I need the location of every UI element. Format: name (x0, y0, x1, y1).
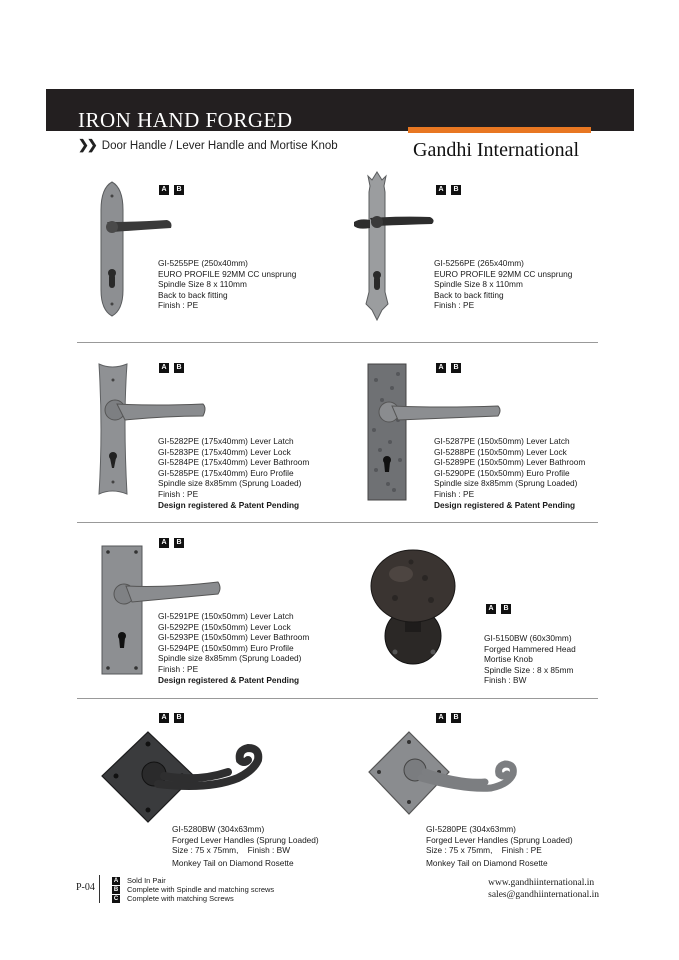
legend-text: Sold In Pair (127, 876, 166, 885)
badge-a: A (159, 713, 169, 723)
badge-a: A (159, 363, 169, 373)
badge-group (436, 363, 461, 373)
badge-b: B (174, 363, 184, 373)
spec-line: Spindle size 8x85mm (Sprung Loaded) (158, 653, 302, 664)
spec-line: Spindle Size 8 x 110mm (434, 279, 523, 290)
spec-line: GI-5290PE (150x50mm) Euro Profile (434, 467, 570, 478)
legend-text: Complete with Spindle and matching screws (127, 885, 275, 894)
section-divider (77, 342, 598, 343)
spec-note: Design registered & Patent Pending (434, 499, 576, 510)
badge-a: A (486, 604, 496, 614)
spec-line: EURO PROFILE 92MM CC unsprung (158, 268, 297, 279)
spec-note: Design registered & Patent Pending (158, 674, 300, 685)
subtitle (78, 137, 338, 153)
badge-a: A (436, 713, 446, 723)
footer-divider (99, 875, 100, 903)
monkey-tail-lever-black-image (98, 728, 273, 828)
spec-line: Forged Lever Handles (Sprung Loaded) (172, 834, 319, 845)
contact-info (488, 877, 599, 901)
spec-line: Back to back fitting (434, 289, 504, 300)
spec-line: GI-5280PE (304x63mm) (426, 824, 516, 834)
spec-line: GI-5293PE (150x50mm) Lever Bathroom (158, 632, 310, 643)
legend-text: Complete with matching Screws (127, 894, 234, 903)
badge-b: B (451, 185, 461, 195)
badge-b: B (174, 185, 184, 195)
spec-line: Spindle size 8x85mm (Sprung Loaded) (434, 478, 578, 489)
spec-line: Forged Lever Handles (Sprung Loaded) (426, 834, 573, 845)
spec-line: Finish : PE (158, 300, 199, 311)
spec-line: Size : 75 x 75mm, Finish : BW (172, 845, 291, 856)
spec-line: GI-5255PE (250x40mm) (158, 258, 248, 268)
spec-line: GI-5289PE (150x50mm) Lever Bathroom (434, 457, 586, 468)
spec-line: GI-5280BW (304x63mm) (172, 824, 265, 834)
badge-a: A (159, 185, 169, 195)
company-name: Gandhi International (413, 139, 580, 161)
legend-item (112, 894, 274, 903)
spec-line: Monkey Tail on Diamond Rosette (426, 857, 548, 868)
product-spec (158, 258, 296, 311)
badge-group (159, 185, 184, 195)
legend (112, 876, 274, 903)
product-spec (158, 436, 309, 510)
legend-item (112, 876, 274, 885)
badge-group (159, 713, 184, 723)
spec-line: Forged Hammered Head (484, 643, 576, 654)
website-link[interactable]: www.gandhiinternational.in (488, 878, 595, 888)
badge-b: B (174, 538, 184, 548)
badge-group (436, 185, 461, 195)
badge-b: B (451, 713, 461, 723)
lever-handle-gothic-plate-image (350, 172, 440, 322)
spec-line: Size : 75 x 75mm, Finish : PE (426, 845, 542, 856)
spec-line: GI-5285PE (175x40mm) Euro Profile (158, 467, 294, 478)
spec-note: Design registered & Patent Pending (158, 499, 300, 510)
monkey-tail-lever-pewter-image (365, 728, 530, 823)
spec-line: GI-5287PE (150x50mm) Lever Latch (434, 436, 570, 446)
subtitle-text: Door Handle / Lever Handle and Mortise Knob (101, 140, 338, 152)
spec-line: Finish : BW (484, 675, 527, 686)
badge-group (159, 363, 184, 373)
badge-a: A (159, 538, 169, 548)
product-spec (434, 258, 572, 311)
mortise-knob-image (365, 548, 475, 668)
spec-line: GI-5282PE (175x40mm) Lever Latch (158, 436, 294, 446)
accent-bar (408, 127, 591, 133)
email-link[interactable]: sales@gandhiinternational.in (488, 890, 599, 900)
spec-line: GI-5150BW (60x30mm) (484, 633, 572, 643)
spec-line: GI-5292PE (150x50mm) Lever Lock (158, 621, 291, 632)
badge-b: B (174, 713, 184, 723)
spec-line: Mortise Knob (484, 654, 533, 665)
badge-group (486, 604, 511, 614)
badge-b: B (451, 363, 461, 373)
badge-group (436, 713, 461, 723)
section-divider (77, 698, 598, 699)
spec-line: Finish : PE (158, 488, 199, 499)
spec-line: GI-5291PE (150x50mm) Lever Latch (158, 611, 294, 621)
spec-line: GI-5294PE (150x50mm) Euro Profile (158, 642, 294, 653)
legend-key: B (113, 886, 119, 893)
badge-group (159, 538, 184, 548)
spec-line: Spindle size 8x85mm (Sprung Loaded) (158, 478, 302, 489)
page-title: IRON HAND FORGED (78, 108, 293, 132)
legend-key: C (113, 895, 119, 902)
spec-line: Spindle Size : 8 x 85mm (484, 664, 574, 675)
spec-line: EURO PROFILE 92MM CC unsprung (434, 268, 573, 279)
product-spec (434, 436, 585, 510)
product-spec (426, 824, 573, 868)
double-chevron-icon: ❯❯ (78, 137, 96, 152)
spec-line: Finish : PE (158, 663, 199, 674)
legend-key: A (113, 877, 119, 884)
legend-item (112, 885, 274, 894)
section-divider (77, 522, 598, 523)
spec-line: GI-5284PE (175x40mm) Lever Bathroom (158, 457, 310, 468)
spec-line: Monkey Tail on Diamond Rosette (172, 857, 294, 868)
spec-line: Finish : PE (434, 300, 475, 311)
spec-line: GI-5283PE (175x40mm) Lever Lock (158, 446, 291, 457)
product-spec (158, 611, 309, 685)
spec-line: Spindle Size 8 x 110mm (158, 279, 247, 290)
badge-a: A (436, 185, 446, 195)
product-spec (484, 633, 576, 686)
page-number: P-04 (76, 882, 95, 893)
spec-line: Back to back fitting (158, 289, 228, 300)
badge-a: A (436, 363, 446, 373)
badge-b: B (501, 604, 511, 614)
product-spec (172, 824, 319, 868)
spec-line: GI-5256PE (265x40mm) (434, 258, 524, 268)
spec-line: Finish : PE (434, 488, 475, 499)
spec-line: GI-5288PE (150x50mm) Lever Lock (434, 446, 567, 457)
